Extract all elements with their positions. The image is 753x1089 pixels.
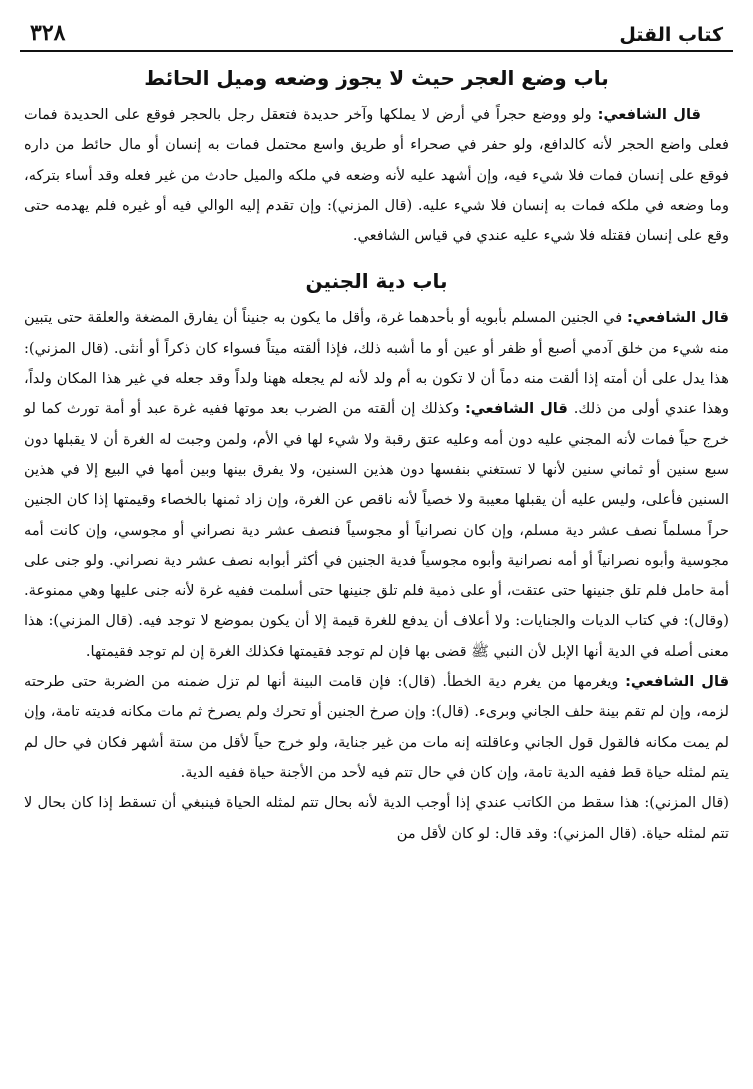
speaker-label: قال الشافعي:: [625, 673, 729, 691]
paragraph-text: (قال المزني): هذا سقط من الكاتب عندي إذا أوجب الدية لأنه بحال تتم لمثله الحياة فينبغي أن تسقط إذا كان بحال لا تتم لمثله حياة. (قال المزني): وقد قال: لو كان لأقل من: [24, 794, 729, 842]
book-page: [20, 8, 733, 1081]
paragraph-fetus-liability: [20, 667, 733, 788]
section-title-stone: باب وضع العجر حيث لا يجوز وضعه وميل الحائط: [144, 66, 609, 90]
section-title-fetus: باب دية الجنين: [305, 269, 448, 294]
page-number: ٣٢٨: [30, 20, 66, 46]
speaker-label: قال الشافعي:: [464, 400, 574, 418]
page-header: [20, 8, 733, 52]
paragraph-fetus-definition: [20, 303, 733, 667]
paragraph-text: في الجنين المسلم بأبويه أو بأحدهما غرة، وأقل ما يكون به جنيناً أن يفارق المضغة والعلقة حتى يتبين منه شيء من خلق آدمي أصبع أو ظفر أو عين أو ما أشبه ذلك، فإذا ألقته ميتاً فسواء كان ذكراً أو أنثى. (قال المزني): هذا يدل على أن أمته إذا ألقت منه دماً أن لا تكون به أم ولد لأنه لم يجعله ههنا ولداً وقد جعله في غير هذا المكان ولداً، وهذا عندي أولى من ذلك.: [24, 309, 729, 418]
speaker-label: قال الشافعي:: [626, 309, 729, 327]
paragraph-stone-ruling: [20, 100, 733, 251]
paragraph-text: وكذلك إن ألقته من الضرب بعد موتها ففيه غرة عبد أو أمة تورث كما لو خرج حياً فمات لأنه المجني عليه دون أمه وعليه عتق رقبة ولا شيء لها في الأم، ولمن وجبت له الغرة أن لا يقبلها دون سبع سنين أو ثماني سنين لأنها لا تستغني بنفسها دون هذين السنين، ولا يفرق بينها وبين أمها في البيع إلا في هذين السنين فأعلى، وليس عليه أن يقبلها معيبة ولا خصياً لأنه ناقص عن الغرة، وإن زاد ثمنها بالخصاء وقيمتها إذا كان الجنين حراً مسلماً نصف عشر دية مسلم، وإن كان نصرانياً أو مجوسياً فنصف عشر دية نصراني أو مجوسي، وإن كانت أمه مجوسية وأبوه نصرانياً أو أمه نصرانية وأبوه مجوسياً فدية الجنين في أكثر أبوابه نصف عشر دية نصراني. ولو جنى على أمة حامل فلم تلق جنينها حتى عتقت، أو على ذمية فلم تلق جنينها حتى أسلمت ففيه غرة لأنه جنى عليها وهي ممنوعة. (وقال): في كتاب الديات والجنايات: ولا أعلاف أن يدفع للغرة قيمة إلا أن يكون بموضع لا توجد فيه. (قال المزني): هذا معنى أصله في الدية أنها الإبل لأن النبي ﷺ قضى بها فإن لم توجد فقيمتها فكذلك الغرة إن لم توجد فقيمتها.: [24, 400, 729, 660]
paragraph-text: ولو ووضع حجراً في أرض لا يملكها وآخر حديدة فتعقل رجل بالحجر فوقع على الحديدة فمات فعلى واضع الحجر لأنه كالدافع، ولو حفر في صحراء أو طريق واسع محتمل فمات به إنسان أو مال حائط من داره فوقع على إنسان فمات فلا شيء فيه، وإن أشهد عليه لأنه وضعه في ملكه والميل حادث من غير فعله وقد أساء بتركه، وما وضعه في ملكه فمات به إنسان فلا شيء عليه. (قال المزني): وإن تقدم إليه الوالي فيه أو غيره فلم يهدمه حتى وقع على إنسان فقتله فلا شيء عليه عندي في قياس الشافعي.: [24, 106, 729, 245]
speaker-label: قال الشافعي:: [597, 106, 701, 123]
paragraph-text: ويغرمها من يغرم دية الخطأ. (قال): فإن قامت البينة أنها لم تزل ضمنه من الضربة حتى طرحته لزمه، وإن لم تقم بينة حلف الجاني وبرىء. (قال): وإن صرخ الجنين أو تحرك ولم يصرخ ثم مات مكانه فديته تامة، وإن لم يمت مكانه فالقول قول الجاني وعاقلته إنه مات من غير جناية، ولو خرج حياً لأقل من ستة أشهر فكان في حال لم يتم لمثله حياة قط ففيه الدية تامة، وإن كان في حال تتم فيه لأحد من الأجنة حياة ففيه الدية.: [24, 673, 729, 781]
running-title: كتاب القتل: [619, 24, 723, 46]
paragraph-muzani-note: [20, 788, 733, 849]
